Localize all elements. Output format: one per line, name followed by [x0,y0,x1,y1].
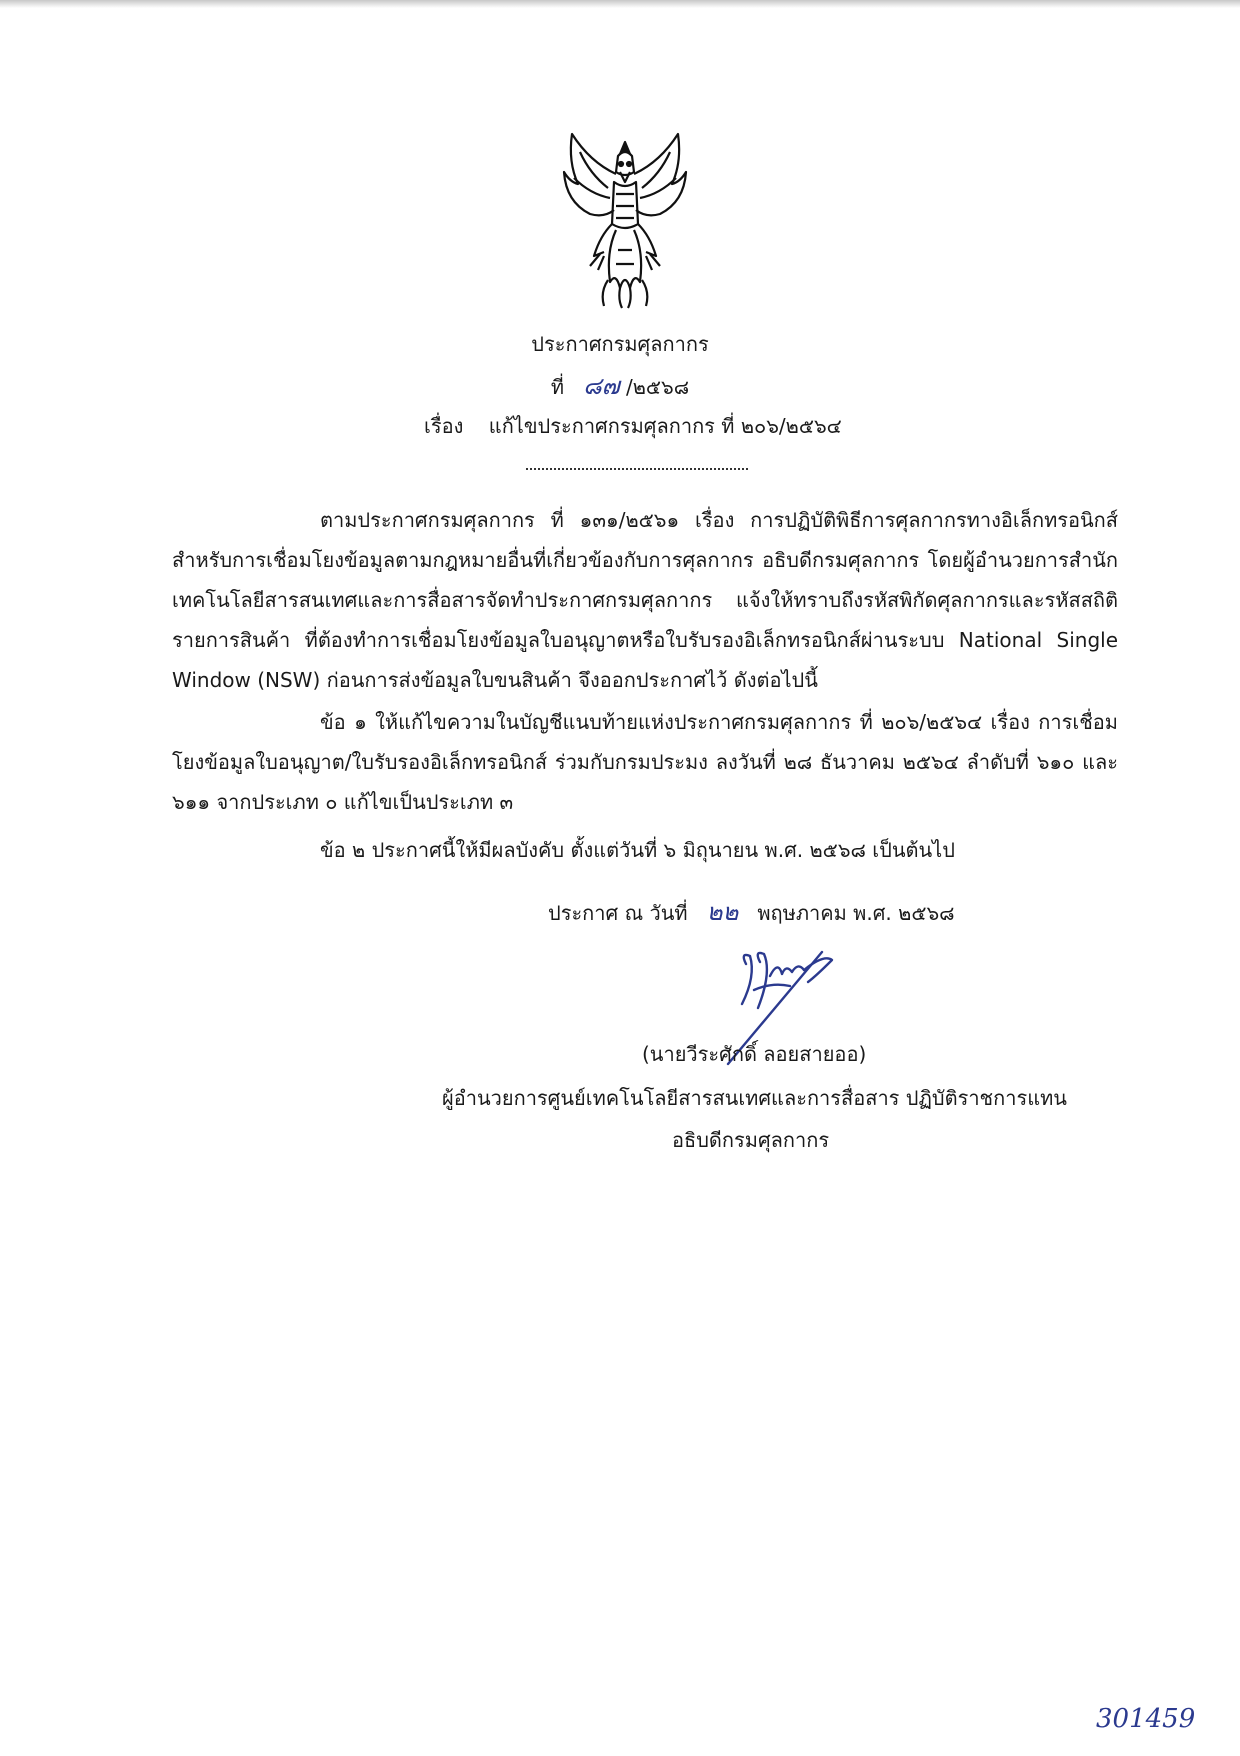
clause-1: ข้อ ๑ ให้แก้ไขความในบัญชีแนบท้ายแห่งประกาศกรมศุลกากร ที่ ๒๐๖/๒๕๖๔ เรื่อง การเชื่อมโยงข้อมูลใบอนุญาต/ใบรับรองอิเล็กทรอนิกส์ ร่วมกับกรมประมง ลงวันที่ ๒๘ ธันวาคม ๒๕๖๔ ลำดับที่ ๖๑๐ และ ๖๑๑ จากประเภท ๐ แก้ไขเป็นประเภท ๓ [172,710,1118,814]
garuda-emblem-icon [560,132,690,312]
handwritten-day: ๒๒ [706,898,739,926]
number-prefix: ที่ [550,375,564,399]
date-suffix: พฤษภาคม พ.ศ. ๒๕๖๘ [757,901,955,925]
dotted-separator [526,466,748,470]
scan-edge-shadow [0,0,1240,8]
handwritten-number: ๘๗ [583,372,620,400]
paragraph-preamble: ตามประกาศกรมศุลกากร ที่ ๑๓๑/๒๕๖๑ เรื่อง การปฏิบัติพิธีการศุลกากรทางอิเล็กทรอนิกส์ สำหรับการเชื่อมโยงข้อมูลตามกฎหมายอื่นที่เกี่ยวข้องกับการศุลกากร อธิบดีกรมศุลกากร โดยผู้อำนวยการสำนักเทคโนโลยีสารสนเทศและการสื่อสารจัดทำประกาศกรมศุลกากร แจ้งให้ทราบถึงรหัสพิกัดศุลกากรและรหัสสถิติ รายการสินค้า ที่ต้องทำการเชื่อมโยงข้อมูลใบอนุญาตหรือใบรับรองอิเล็กทรอนิกส์ผ่านระบบ National Single Window (NSW) ก่อนการส่งข้อมูลใบขนสินค้า จึงออกประกาศไว้ ดังต่อไปนี้ [172,508,1118,692]
date-prefix: ประกาศ ณ วันที่ [548,901,688,925]
signatory-position: ผู้อำนวยการศูนย์เทคโนโลยีสารสนเทศและการสื่อสาร ปฏิบัติราชการแทน [442,1086,1067,1110]
announcement-number [0,372,1240,401]
signatory-name: (นายวีระศักดิ์ ลอยสายออ) [642,1042,867,1066]
subject-label: เรื่อง [424,414,464,438]
document-title: ประกาศกรมศุลกากร [531,332,709,356]
clause-2: ข้อ ๒ ประกาศนี้ให้มีผลบังคับ ตั้งแต่วันที่ ๖ มิถุนายน พ.ศ. ๒๕๖๘ เป็นต้นไป [320,838,955,862]
subject-line [424,412,842,440]
announcement-date [548,898,955,927]
subject-text: แก้ไขประกาศกรมศุลกากร ที่ ๒๐๖/๒๕๖๔ [488,414,842,438]
number-suffix: /๒๕๖๘ [626,375,690,399]
signatory-on-behalf: อธิบดีกรมศุลกากร [672,1128,830,1152]
document-stamp-number: 301459 [1096,1704,1196,1734]
